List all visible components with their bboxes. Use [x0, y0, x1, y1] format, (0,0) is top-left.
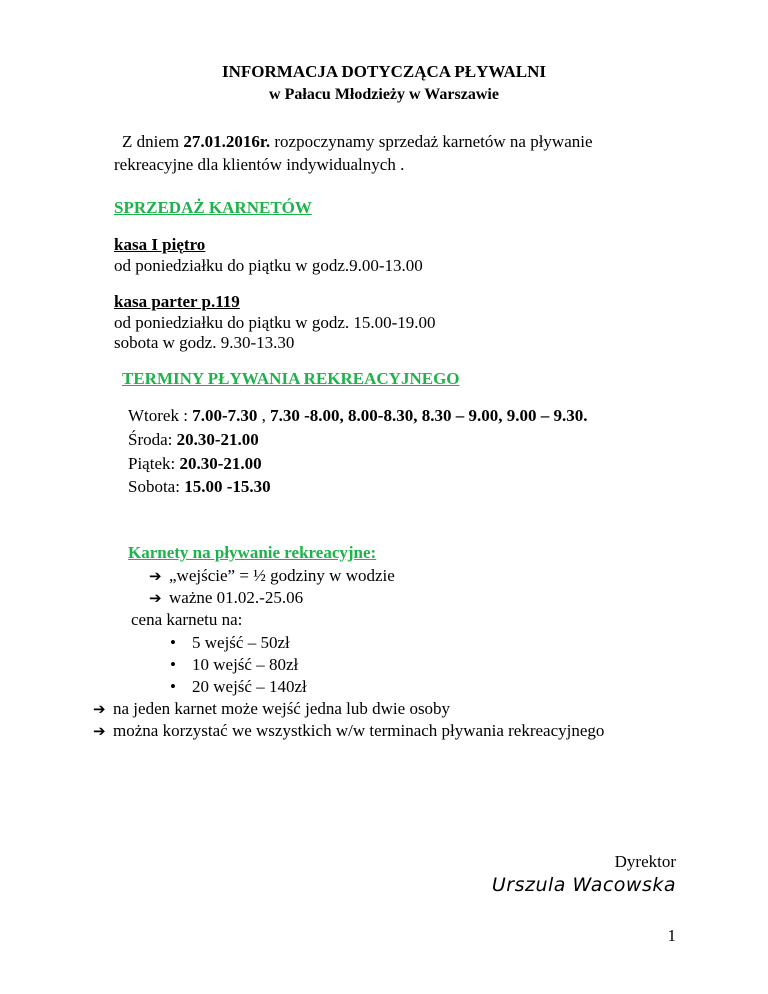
bullet-icon: •	[170, 677, 176, 696]
schedule-time: 20.30-21.00	[176, 430, 259, 449]
kasa1-hours: od poniedziałku do piątku w godz.9.00-13.00	[114, 256, 423, 275]
signatory-role: Dyrektor	[614, 852, 676, 871]
schedule-time: 7.00-7.30	[192, 406, 258, 425]
intro-date: 27.01.2016r.	[183, 132, 271, 151]
pass-info-validity	[149, 588, 303, 608]
schedule-day: Środa:	[128, 430, 177, 449]
price-item	[170, 633, 290, 653]
page-subtitle: w Pałacu Młodzieży w Warszawie	[269, 86, 499, 103]
price-text: 10 wejść – 80zł	[192, 655, 299, 674]
signature: Urszula Wacowska	[491, 874, 676, 896]
intro-line-1	[122, 132, 593, 152]
right-arrow-icon: ➔	[93, 700, 106, 718]
note-one-or-two-persons	[93, 699, 450, 719]
price-item	[170, 655, 298, 675]
bullet-icon: •	[170, 655, 176, 674]
kasa2-saturday: sobota w godz. 9.30-13.30	[114, 333, 295, 352]
page-number: 1	[667, 926, 676, 945]
schedule-heading: TERMINY PŁYWANIA REKREACYJNEGO	[122, 369, 460, 388]
intro-text-cont: rozpoczynamy sprzedaż karnetów na pływanie	[270, 132, 593, 151]
note-text: można korzystać we wszystkich w/w terminach pływania rekreacyjnego	[113, 721, 605, 740]
note-text: na jeden karnet może wejść jedna lub dwie osoby	[113, 699, 451, 718]
schedule-row-wednesday	[128, 430, 259, 450]
schedule-day: Sobota:	[128, 477, 185, 496]
sales-heading: SPRZEDAŻ KARNETÓW	[114, 198, 312, 217]
intro-text: Z dniem	[122, 132, 184, 151]
schedule-day: Wtorek :	[128, 406, 193, 425]
schedule-time: 20.30-21.00	[179, 454, 262, 473]
schedule-day: Piątek:	[128, 454, 180, 473]
schedule-time: 7.30 -8.00, 8.00-8.30, 8.30 – 9.00, 9.00 – 9.30.	[270, 406, 588, 425]
schedule-row-tuesday	[128, 406, 587, 426]
bullet-icon: •	[170, 633, 176, 652]
page-title: INFORMACJA DOTYCZĄCA PŁYWALNI	[222, 62, 546, 81]
passes-heading: Karnety na pływanie rekreacyjne:	[128, 543, 377, 562]
price-text: 20 wejść – 140zł	[192, 677, 307, 696]
schedule-time: 15.00 -15.30	[184, 477, 271, 496]
price-item	[170, 677, 307, 697]
pass-info-text: ważne 01.02.-25.06	[169, 588, 304, 607]
kasa1-title: kasa I piętro	[114, 235, 206, 254]
kasa2-title: kasa parter p.119	[114, 292, 240, 311]
right-arrow-icon: ➔	[149, 589, 162, 607]
schedule-row-friday	[128, 454, 262, 474]
pass-info-entry	[149, 566, 395, 586]
right-arrow-icon: ➔	[93, 722, 106, 740]
right-arrow-icon: ➔	[149, 567, 162, 585]
price-text: 5 wejść – 50zł	[192, 633, 290, 652]
schedule-separator: ,	[257, 406, 271, 425]
pass-info-text: „wejście” = ½ godziny w wodzie	[169, 566, 395, 585]
intro-line-2: rekreacyjne dla klientów indywidualnych .	[114, 155, 405, 174]
kasa2-hours: od poniedziałku do piątku w godz. 15.00-19.00	[114, 313, 436, 332]
schedule-row-saturday	[128, 477, 271, 497]
price-label: cena karnetu na:	[131, 610, 243, 629]
note-all-terms	[93, 721, 604, 741]
